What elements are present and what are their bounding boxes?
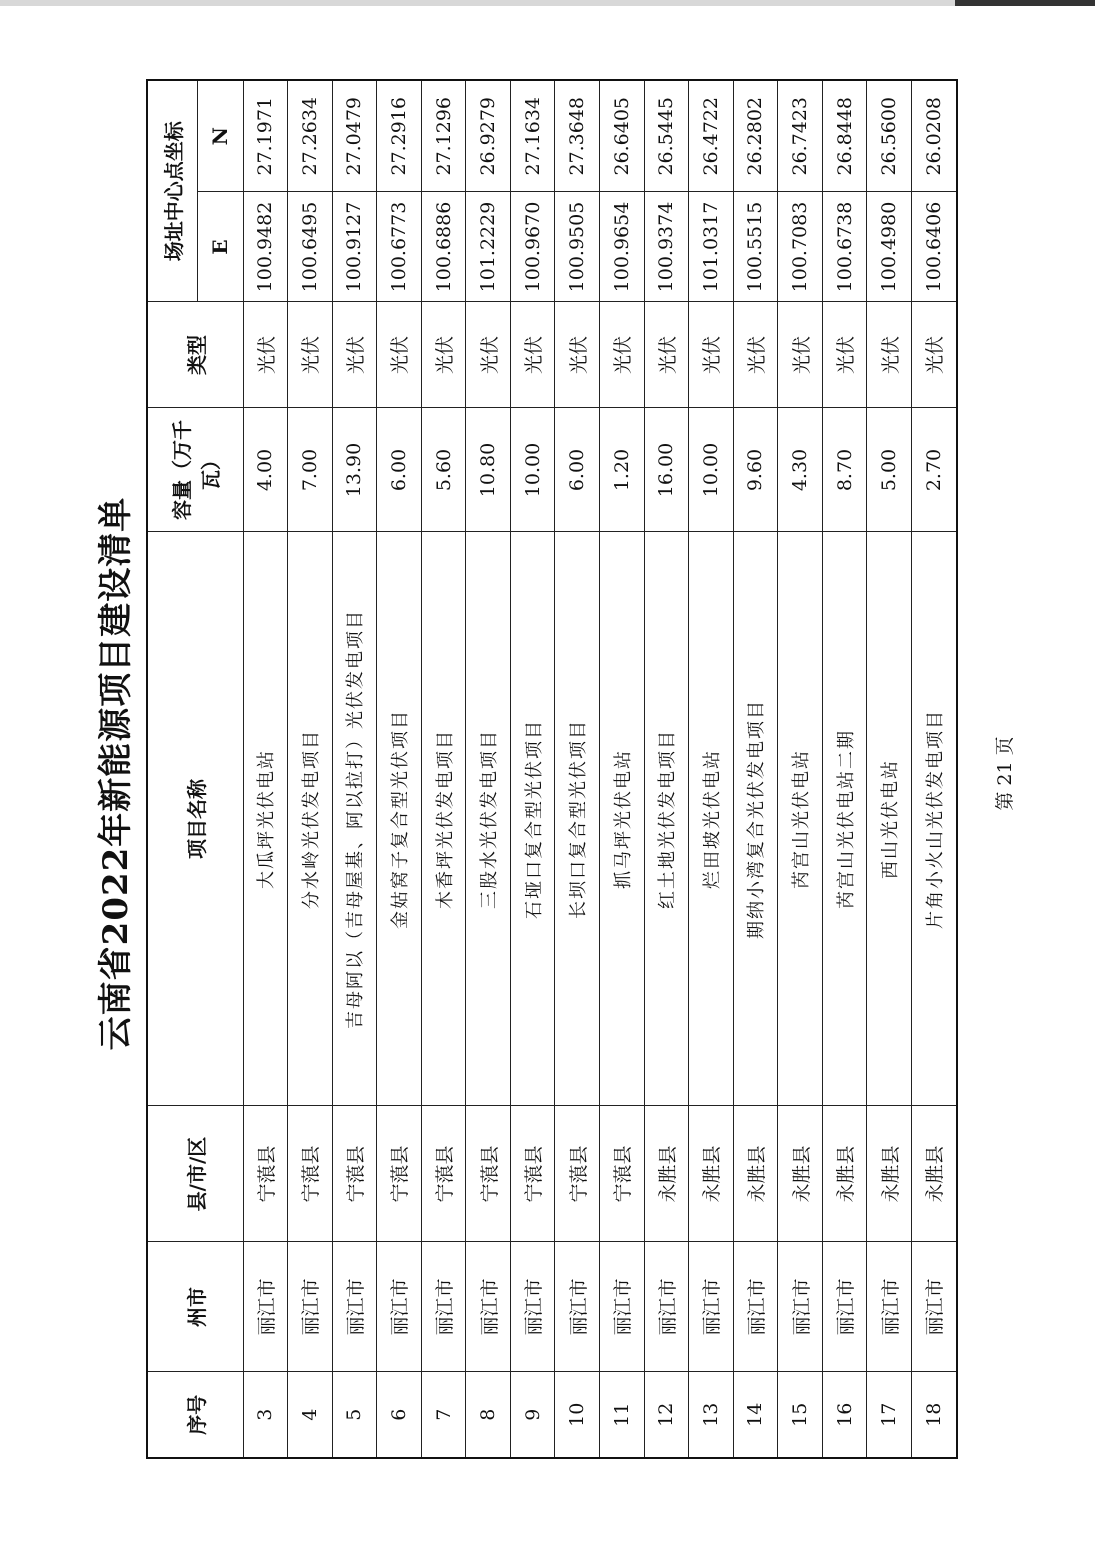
row-project-name: 大瓜坪光伏电站 — [243, 532, 288, 1106]
row-coord-e: 100.7083 — [778, 192, 823, 302]
row-capacity: 2.70 — [911, 408, 957, 532]
row-prefecture: 丽江市 — [911, 1242, 957, 1372]
row-project-name: 吉母阿以（吉母屋基、阿以拉打）光伏发电项目 — [332, 532, 377, 1106]
row-coord-n: 26.5600 — [867, 80, 912, 192]
row-coord-e: 101.2229 — [466, 192, 511, 302]
header-type: 类型 — [147, 302, 243, 408]
row-seq: 6 — [377, 1372, 422, 1458]
table-row — [421, 80, 466, 1458]
table-row — [600, 80, 645, 1458]
row-seq: 4 — [288, 1372, 333, 1458]
row-coord-e: 100.9482 — [243, 192, 288, 302]
row-coord-n: 26.8448 — [822, 80, 867, 192]
row-county: 永胜县 — [644, 1106, 689, 1242]
row-capacity: 10.80 — [466, 408, 511, 532]
row-type: 光伏 — [421, 302, 466, 408]
header-prefecture: 州市 — [147, 1242, 243, 1372]
row-coord-e: 100.9670 — [510, 192, 555, 302]
row-county: 宁蒗县 — [288, 1106, 333, 1242]
row-type: 光伏 — [555, 302, 600, 408]
row-prefecture: 丽江市 — [644, 1242, 689, 1372]
row-capacity: 6.00 — [377, 408, 422, 532]
row-capacity: 4.00 — [243, 408, 288, 532]
row-coord-n: 26.6405 — [600, 80, 645, 192]
table-row — [332, 80, 377, 1458]
row-prefecture: 丽江市 — [510, 1242, 555, 1372]
row-capacity: 6.00 — [555, 408, 600, 532]
row-project-name: 木香坪光伏发电项目 — [421, 532, 466, 1106]
row-coord-e: 100.6773 — [377, 192, 422, 302]
row-type: 光伏 — [778, 302, 823, 408]
row-type: 光伏 — [243, 302, 288, 408]
table-row — [778, 80, 823, 1458]
row-type: 光伏 — [510, 302, 555, 408]
row-coord-e: 100.6406 — [911, 192, 957, 302]
row-county: 永胜县 — [911, 1106, 957, 1242]
row-coord-e: 100.5515 — [733, 192, 778, 302]
row-type: 光伏 — [600, 302, 645, 408]
row-capacity: 10.00 — [510, 408, 555, 532]
row-type: 光伏 — [867, 302, 912, 408]
row-capacity: 5.00 — [867, 408, 912, 532]
row-seq: 14 — [733, 1372, 778, 1458]
row-prefecture: 丽江市 — [243, 1242, 288, 1372]
table-row — [555, 80, 600, 1458]
table-row — [911, 80, 957, 1458]
row-county: 宁蒗县 — [510, 1106, 555, 1242]
row-prefecture: 丽江市 — [332, 1242, 377, 1372]
row-project-name: 烂田坡光伏电站 — [689, 532, 734, 1106]
row-coord-e: 100.9654 — [600, 192, 645, 302]
row-capacity: 1.20 — [600, 408, 645, 532]
row-project-name: 抓马坪光伏电站 — [600, 532, 645, 1106]
row-project-name: 红土地光伏发电项目 — [644, 532, 689, 1106]
row-project-name: 芮宫山光伏电站二期 — [822, 532, 867, 1106]
row-seq: 16 — [822, 1372, 867, 1458]
row-capacity: 7.00 — [288, 408, 333, 532]
row-project-name: 片角小火山光伏发电项目 — [911, 532, 957, 1106]
table-row — [288, 80, 333, 1458]
header-project-name: 项目名称 — [147, 532, 243, 1106]
row-seq: 11 — [600, 1372, 645, 1458]
row-type: 光伏 — [822, 302, 867, 408]
row-seq: 12 — [644, 1372, 689, 1458]
row-type: 光伏 — [377, 302, 422, 408]
row-coord-n: 26.5445 — [644, 80, 689, 192]
row-capacity: 5.60 — [421, 408, 466, 532]
row-coord-e: 100.9505 — [555, 192, 600, 302]
row-county: 永胜县 — [822, 1106, 867, 1242]
row-coord-e: 100.9127 — [332, 192, 377, 302]
row-coord-n: 27.2916 — [377, 80, 422, 192]
row-coord-e: 100.6886 — [421, 192, 466, 302]
row-prefecture: 丽江市 — [822, 1242, 867, 1372]
row-prefecture: 丽江市 — [733, 1242, 778, 1372]
row-seq: 18 — [911, 1372, 957, 1458]
row-capacity: 13.90 — [332, 408, 377, 532]
row-type: 光伏 — [332, 302, 377, 408]
row-county: 永胜县 — [867, 1106, 912, 1242]
row-type: 光伏 — [911, 302, 957, 408]
row-capacity: 9.60 — [733, 408, 778, 532]
row-county: 宁蒗县 — [332, 1106, 377, 1242]
row-county: 永胜县 — [733, 1106, 778, 1242]
row-seq: 8 — [466, 1372, 511, 1458]
row-coord-e: 100.9374 — [644, 192, 689, 302]
row-prefecture: 丽江市 — [421, 1242, 466, 1372]
row-capacity: 16.00 — [644, 408, 689, 532]
row-coord-n: 27.0479 — [332, 80, 377, 192]
row-type: 光伏 — [733, 302, 778, 408]
row-prefecture: 丽江市 — [377, 1242, 422, 1372]
row-coord-n: 27.1971 — [243, 80, 288, 192]
row-seq: 5 — [332, 1372, 377, 1458]
row-coord-e: 100.6738 — [822, 192, 867, 302]
row-coord-n: 27.2634 — [288, 80, 333, 192]
row-capacity: 4.30 — [778, 408, 823, 532]
row-coord-n: 26.9279 — [466, 80, 511, 192]
row-seq: 10 — [555, 1372, 600, 1458]
row-county: 宁蒗县 — [600, 1106, 645, 1242]
row-prefecture: 丽江市 — [466, 1242, 511, 1372]
row-county: 宁蒗县 — [466, 1106, 511, 1242]
row-project-name: 金姑窝子复合型光伏项目 — [377, 532, 422, 1106]
row-project-name: 西山光伏电站 — [867, 532, 912, 1106]
page-number: 第 21 页 — [994, 736, 1016, 811]
row-coord-e: 100.6495 — [288, 192, 333, 302]
row-coord-n: 27.1296 — [421, 80, 466, 192]
row-prefecture: 丽江市 — [778, 1242, 823, 1372]
row-project-name: 分水岭光伏发电项目 — [288, 532, 333, 1106]
table-row — [644, 80, 689, 1458]
row-county: 宁蒗县 — [243, 1106, 288, 1242]
row-county: 宁蒗县 — [555, 1106, 600, 1242]
row-project-name: 芮宫山光伏电站 — [778, 532, 823, 1106]
row-seq: 9 — [510, 1372, 555, 1458]
row-seq: 15 — [778, 1372, 823, 1458]
row-prefecture: 丽江市 — [288, 1242, 333, 1372]
row-type: 光伏 — [644, 302, 689, 408]
row-project-name: 长坝口复合型光伏项目 — [555, 532, 600, 1106]
table-row — [466, 80, 511, 1458]
row-county: 永胜县 — [778, 1106, 823, 1242]
row-prefecture: 丽江市 — [600, 1242, 645, 1372]
row-type: 光伏 — [466, 302, 511, 408]
row-coord-e: 100.4980 — [867, 192, 912, 302]
row-seq: 17 — [867, 1372, 912, 1458]
project-table — [146, 79, 958, 1459]
row-prefecture: 丽江市 — [689, 1242, 734, 1372]
row-prefecture: 丽江市 — [555, 1242, 600, 1372]
table-body — [243, 80, 957, 1458]
row-county: 宁蒗县 — [421, 1106, 466, 1242]
row-coord-n: 26.0208 — [911, 80, 957, 192]
header-n: N — [197, 80, 243, 192]
table-row — [733, 80, 778, 1458]
table-row — [822, 80, 867, 1458]
header-capacity: 容量（万千瓦） — [147, 408, 243, 532]
header-coordinates: 场址中心点坐标 — [147, 80, 197, 302]
header-e: E — [197, 192, 243, 302]
table-row — [510, 80, 555, 1458]
row-coord-n: 26.2802 — [733, 80, 778, 192]
row-seq: 13 — [689, 1372, 734, 1458]
row-coord-n: 27.1634 — [510, 80, 555, 192]
table-row — [867, 80, 912, 1458]
row-coord-e: 101.0317 — [689, 192, 734, 302]
row-coord-n: 26.4722 — [689, 80, 734, 192]
row-county: 永胜县 — [689, 1106, 734, 1242]
row-capacity: 8.70 — [822, 408, 867, 532]
row-seq: 7 — [421, 1372, 466, 1458]
row-coord-n: 26.7423 — [778, 80, 823, 192]
row-project-name: 石垭口复合型光伏项目 — [510, 532, 555, 1106]
header-county: 县/市/区 — [147, 1106, 243, 1242]
header-seq: 序号 — [147, 1372, 243, 1458]
table-row — [243, 80, 288, 1458]
row-project-name: 三股水光伏发电项目 — [466, 532, 511, 1106]
table-row — [377, 80, 422, 1458]
row-project-name: 期纳小湾复合光伏发电项目 — [733, 532, 778, 1106]
row-type: 光伏 — [288, 302, 333, 408]
row-prefecture: 丽江市 — [867, 1242, 912, 1372]
row-capacity: 10.00 — [689, 408, 734, 532]
document-title: 云南省2022年新能源项目建设清单 — [96, 496, 136, 1051]
row-coord-n: 27.3648 — [555, 80, 600, 192]
row-type: 光伏 — [689, 302, 734, 408]
row-county: 宁蒗县 — [377, 1106, 422, 1242]
row-seq: 3 — [243, 1372, 288, 1458]
table-row — [689, 80, 734, 1458]
